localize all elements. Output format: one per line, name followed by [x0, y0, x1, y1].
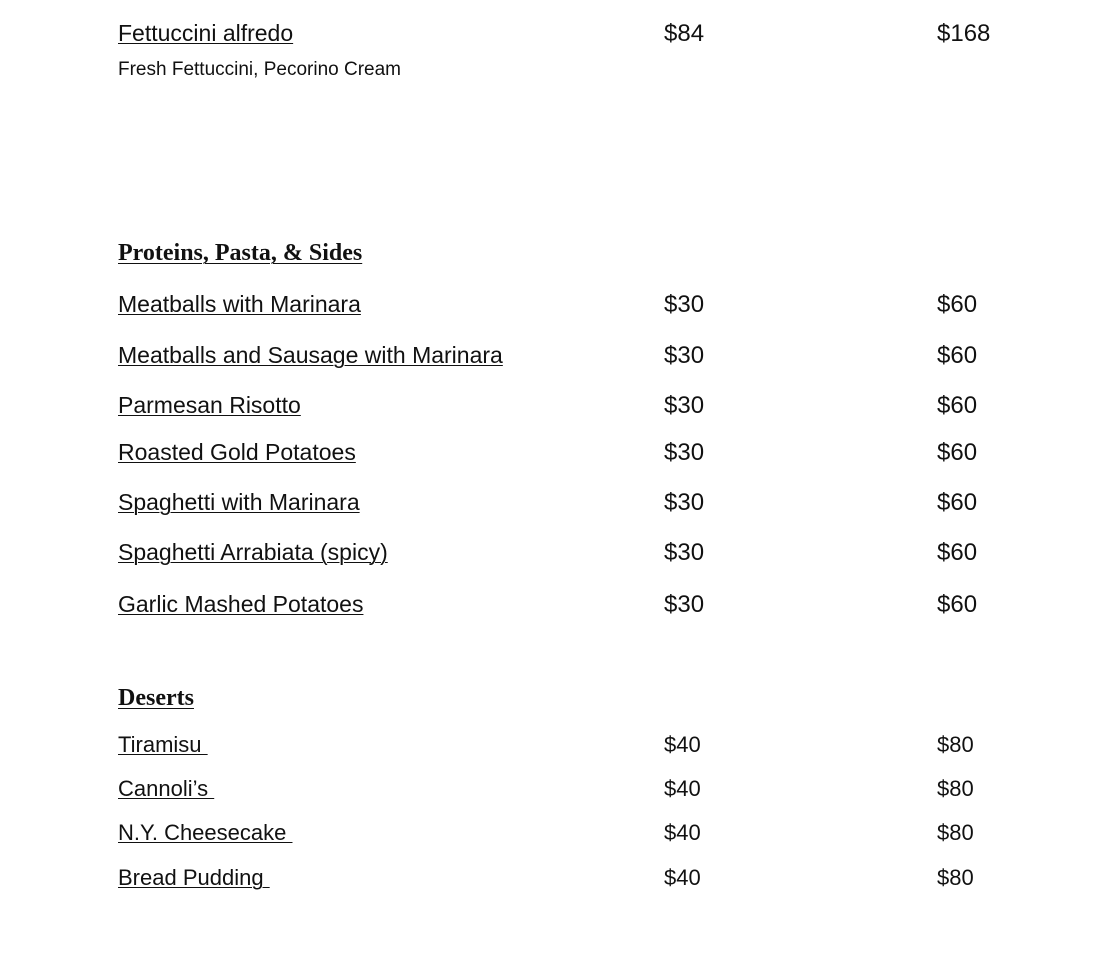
- menu-item-row: [0, 291, 1112, 325]
- menu-item-row: [0, 539, 1112, 573]
- menu-item-row: [0, 732, 1112, 766]
- item-full-price: $80: [937, 820, 974, 845]
- item-full-price: $60: [937, 591, 978, 618]
- item-full-price: $80: [937, 776, 974, 801]
- item-half-price: $30: [664, 489, 705, 516]
- item-half-price: $30: [664, 342, 705, 369]
- item-full-price: $60: [937, 392, 978, 419]
- menu-item-row: [0, 776, 1112, 810]
- item-full-price: $80: [937, 865, 974, 890]
- item-name: Bread Pudding: [118, 865, 270, 890]
- item-name: Roasted Gold Potatoes: [118, 439, 356, 465]
- item-half-price: $30: [664, 439, 705, 466]
- item-half-price: $30: [664, 291, 705, 318]
- menu-item-row: [0, 439, 1112, 473]
- item-name: Spaghetti Arrabiata (spicy): [118, 539, 388, 565]
- item-full-price: $80: [937, 732, 974, 757]
- section-title-deserts: Deserts: [118, 685, 194, 711]
- menu-item-fettuccini-alfredo: [0, 20, 1112, 90]
- item-full-price: $60: [937, 439, 978, 466]
- menu-item-row: [0, 865, 1112, 899]
- section-title-proteins-pasta-sides: Proteins, Pasta, & Sides: [118, 240, 363, 266]
- item-name: Meatballs with Marinara: [118, 291, 361, 317]
- menu-item-row: [0, 591, 1112, 625]
- menu-item-row: [0, 489, 1112, 523]
- item-name: Parmesan Risotto: [118, 392, 301, 418]
- item-half-price: $40: [664, 776, 701, 801]
- menu-item-row: [0, 342, 1112, 376]
- item-full-price: $168: [937, 20, 991, 47]
- item-name: Spaghetti with Marinara: [118, 489, 360, 515]
- menu-item-row: [0, 820, 1112, 854]
- item-half-price: $40: [664, 732, 701, 757]
- item-description: Fresh Fettuccini, Pecorino Cream: [118, 59, 401, 80]
- item-name: Cannoli’s: [118, 776, 215, 801]
- item-half-price: $30: [664, 539, 705, 566]
- item-full-price: $60: [937, 489, 978, 516]
- item-half-price: $30: [664, 591, 705, 618]
- item-name: N.Y. Cheesecake: [118, 820, 293, 845]
- item-name: Garlic Mashed Potatoes: [118, 591, 364, 617]
- item-half-price: $40: [664, 820, 701, 845]
- item-half-price: $84: [664, 20, 705, 47]
- item-name: Tiramisu: [118, 732, 208, 757]
- item-full-price: $60: [937, 342, 978, 369]
- item-name: Fettuccini alfredo: [118, 20, 294, 46]
- item-half-price: $40: [664, 865, 701, 890]
- item-full-price: $60: [937, 539, 978, 566]
- item-name: Meatballs and Sausage with Marinara: [118, 342, 503, 368]
- item-half-price: $30: [664, 392, 705, 419]
- item-full-price: $60: [937, 291, 978, 318]
- menu-item-row: [0, 392, 1112, 426]
